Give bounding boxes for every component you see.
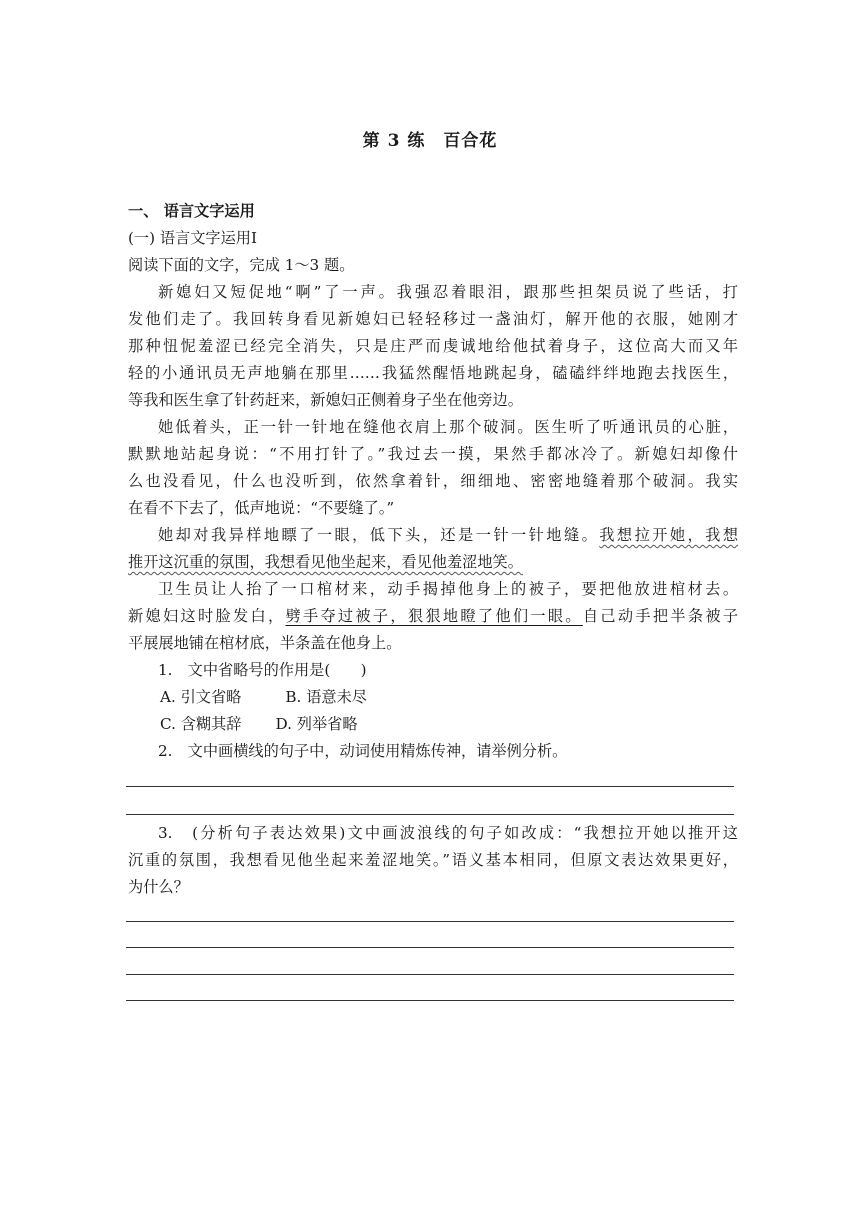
passage-p2-line: 默默地站起身说：“不用打针了。”我过去一摸，果然手都冰冷了。新媳妇却像什: [128, 445, 738, 463]
question-1-options-row2: [160, 714, 770, 734]
passage-p4-line: 平展展地铺在棺材底，半条盖在他身上。: [128, 634, 402, 652]
answer-line[interactable]: [126, 814, 734, 815]
passage-p4-line: [128, 606, 738, 626]
passage-p1-line: 等我和医生拿了针药赶来，新媳妇正侧着身子坐在他旁边。: [128, 391, 523, 409]
answer-line[interactable]: [126, 786, 734, 787]
passage-text: 她却对我异样地瞟了一眼，低下头，还是一针一针地缝。: [158, 526, 600, 544]
option-d: D. 列举省略: [275, 715, 358, 733]
section-heading: 一、 语言文字运用: [128, 202, 255, 220]
passage-p3-line: [128, 552, 738, 572]
question-3-stem-line: 沉重的氛围，我想看见他坐起来羞涩地笑。”语义基本相同，但原文表达效果更好，: [128, 851, 738, 869]
answer-line[interactable]: [126, 974, 734, 975]
passage-p1-line: 新媳妇又短促地“啊”了一声。我强忍着眼泪，跟那些担架员说了些话，打: [158, 283, 738, 301]
answer-line[interactable]: [126, 921, 734, 922]
question-3-stem-line: 3. (分析句子表达效果)文中画波浪线的句子如改成：“我想拉开她以推开这: [158, 824, 738, 842]
passage-p3-line: [158, 525, 738, 545]
option-c: C. 含糊其辞: [160, 715, 242, 733]
reading-instruction: 阅读下面的文字，完成 1～3 题。: [128, 256, 355, 274]
page-title: 第 3 练 百合花: [362, 131, 498, 151]
passage-text: 新媳妇这时脸发白，: [128, 607, 286, 625]
passage-p1-line: 那种忸怩羞涩已经完全消失，只是庄严而虔诚地给他拭着身子，这位高大而又年: [128, 337, 738, 355]
passage-p2-line: 么也没看见，什么也没听到，依然拿着针，细细地、密密地缝着那个破洞。我实: [128, 472, 738, 490]
option-b: B. 语意未尽: [285, 688, 367, 706]
section-subheading: (一) 语言文字运用Ⅰ: [128, 229, 257, 247]
answer-line[interactable]: [126, 1000, 734, 1001]
passage-p1-line: 轻的小通讯员无声地躺在那里……我猛然醒悟地跳起身，磕磕绊绊地跑去找医生，: [128, 364, 738, 382]
option-a: A. 引文省略: [160, 688, 242, 706]
question-2-stem: 2. 文中画横线的句子中，动词使用精炼传神，请举例分析。: [158, 742, 568, 760]
wavy-underlined-sentence: 我想拉开她，我想: [599, 526, 739, 544]
underlined-sentence: 劈手夺过被子，狠狠地瞪了他们一眼。: [285, 607, 583, 625]
passage-p2-line: 她低着头，正一针一针地在缝他衣肩上那个破洞。医生听了听通讯员的心脏，: [158, 418, 738, 436]
question-3-stem-line: 为什么？: [128, 878, 189, 896]
question-1-stem: 1. 文中省略号的作用是( ): [158, 661, 367, 679]
passage-p1-line: 发他们走了。我回转身看见新媳妇已轻轻移过一盏油灯，解开他的衣服，她刚才: [128, 310, 738, 328]
answer-line[interactable]: [126, 947, 734, 948]
passage-p2-line: 在看不下去了，低声地说：“不要缝了。”: [128, 499, 395, 517]
question-1-options-row1: [160, 687, 770, 707]
passage-p4-line: 卫生员让人抬了一口棺材来，动手揭掉他身上的被子，要把他放进棺材去。: [158, 580, 738, 598]
passage-text: 自己动手把半条被子: [582, 607, 739, 625]
wavy-underlined-sentence: 推开这沉重的氛围，我想看见他坐起来，看见他羞涩地笑。: [128, 553, 523, 571]
